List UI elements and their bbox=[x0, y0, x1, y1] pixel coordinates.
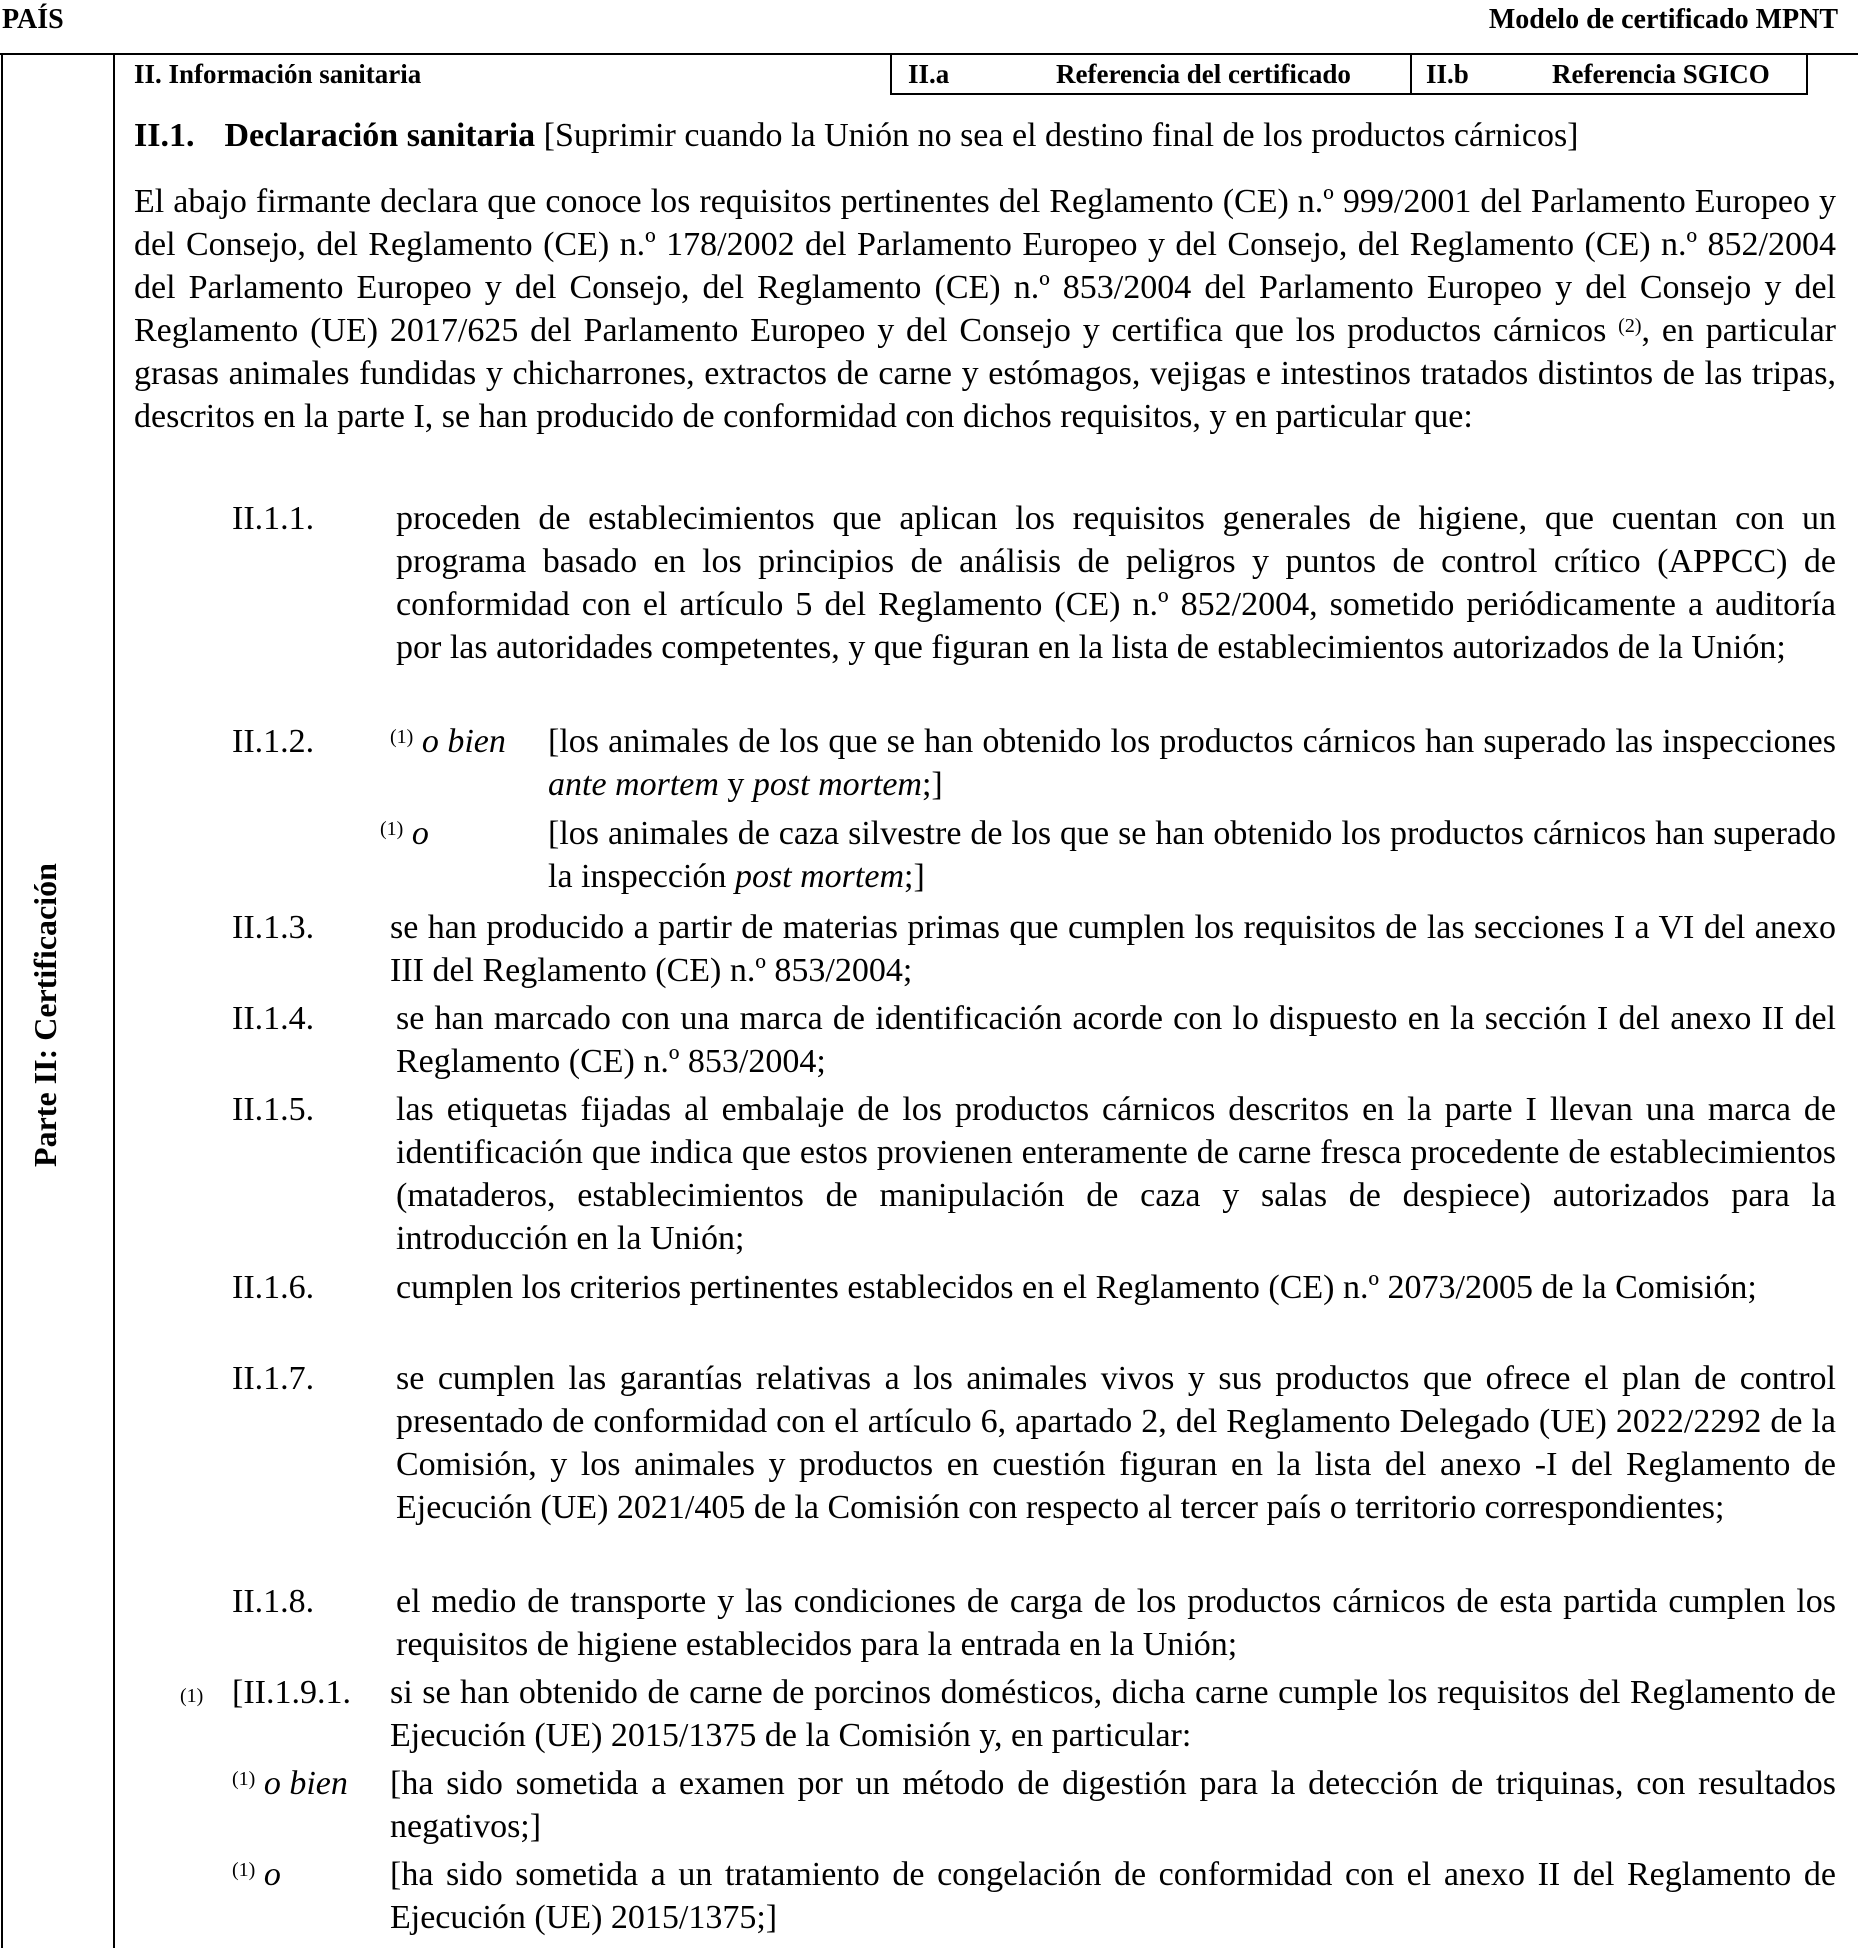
item-text: si se han obtenido de carne de porcinos domésticos, dicha carne cumple los requisitos del Reglamento de Ejecución (UE) 2015/1375 de la Comisión y, en particular: bbox=[390, 1674, 1836, 1754]
item-text: el medio de transporte y las condiciones de carga de los productos cárnicos de esta partida cumplen los requisitos de higiene establecidos para la entrada en la Unión; bbox=[396, 1583, 1836, 1663]
item-text: proceden de establecimientos que aplican los requisitos generales de higiene, que cuentan con un programa basado en los principios de análisis de peligros y puntos de control crítico (APPCC) de conformidad con el artículo 5 del Reglamento (CE) n.º 852/2004, sometido periódicamente a auditoría por las autoridades competentes, y que figuran en la lista de establecimientos autorizados de la Unión; bbox=[396, 500, 1836, 666]
ref-b-code: II.b bbox=[1426, 59, 1469, 89]
intro-text-1: El abajo firmante declara que conoce los requisitos pertinentes del Reglamento (CE) n.º 999/2001 del Parlamento Europeo y del Consejo, del Reglamento (CE) n.º 178/2002 del Parlamento Europeo y del Consejo, del Reglamento (CE) n.º 852/2004 del Parlamento Europeo y del Consejo, del Reglamento (CE) n.º 853/2004 del Parlamento Europeo y del Consejo y del Reglamento (UE) 2017/625 del Parlamento Europeo y del Consejo y certifica que los productos cárnicos bbox=[134, 183, 1836, 349]
item-number: II.1.2. bbox=[232, 723, 315, 760]
ref-b-label: Referencia SGICO bbox=[1552, 59, 1770, 89]
ref-a-code: II.a bbox=[908, 59, 950, 89]
reference-table bbox=[114, 55, 1858, 93]
sgico-reference-box bbox=[1410, 55, 1808, 95]
section-label: II. Información sanitaria bbox=[134, 59, 422, 89]
item-number: II.1.7. bbox=[232, 1360, 315, 1397]
ref-a-label: Referencia del certificado bbox=[1056, 59, 1351, 89]
item-number: II.1.3. bbox=[232, 909, 315, 946]
option-text: [ha sido sometida a examen por un método de digestión para la detección de triquinas, con resultados negativos;] bbox=[390, 1765, 1836, 1845]
section-number: II.1. bbox=[134, 117, 195, 154]
option-label: $^{(1)}$ o bien bbox=[390, 723, 506, 760]
section-heading bbox=[134, 114, 1836, 157]
model-header: Modelo de certificado MPNT bbox=[1488, 4, 1838, 35]
intro-text-2: , en particular grasas animales fundidas y chicharrones, extractos de carne y estómagos, vejigas e intestinos tratados distintos de las tripas, descritos en la parte I, se han producido de conformidad con dichos requisitos, y en particular que: bbox=[134, 312, 1836, 435]
item-text: se han producido a partir de materias primas que cumplen los requisitos de las secciones I a VI del anexo III del Reglamento (CE) n.º 853/2004; bbox=[390, 909, 1836, 989]
option-text: [ha sido sometida a un tratamiento de congelación de conformidad con el anexo II del Reglamento de Ejecución (UE) 2015/1375;] bbox=[390, 1856, 1836, 1936]
country-header: PAÍS bbox=[2, 4, 64, 35]
section-note: [Suprimir cuando la Unión no sea el destino final de los productos cárnicos] bbox=[535, 117, 1579, 154]
option-text: [los animales de caza silvestre de los que se han obtenido los productos cárnicos han superado la inspección post mortem;] bbox=[548, 815, 1836, 895]
item-number: II.1.1. bbox=[232, 500, 315, 537]
option-label: $^{(1)}$ o bbox=[232, 1856, 281, 1893]
option-label: $^{(1)}$ o bbox=[380, 815, 429, 852]
item-number: II.1.4. bbox=[232, 1000, 315, 1037]
item-text: cumplen los criterios pertinentes establecidos en el Reglamento (CE) n.º 2073/2005 de la Comisión; bbox=[396, 1269, 1757, 1306]
item-number: II.1.5. bbox=[232, 1091, 315, 1128]
item-number: II.1.6. bbox=[232, 1269, 315, 1306]
option-label: $^{(1)}$ o bien bbox=[232, 1765, 348, 1802]
footnote-ref: (2) bbox=[1618, 315, 1642, 337]
intro-paragraph bbox=[134, 180, 1836, 438]
item-text: se cumplen las garantías relativas a los animales vivos y sus productos que ofrece el plan de control presentado de conformidad con el artículo 6, apartado 2, del Reglamento Delegado (UE) 2022/2292 de la Comisión, y los animales y productos en cuestión figuran en la lista del anexo -I del Reglamento de Ejecución (UE) 2021/405 de la Comisión con respecto al tercer país o territorio correspondientes; bbox=[396, 1360, 1836, 1526]
option-text: [los animales de los que se han obtenido los productos cárnicos han superado las inspecciones ante mortem y post mortem;] bbox=[548, 723, 1836, 803]
item-number: II.1.8. bbox=[232, 1583, 315, 1620]
item-text: las etiquetas fijadas al embalaje de los productos cárnicos descritos en la parte I llevan una marca de identificación que indica que estos provienen enteramente de carne fresca procedente de establecimientos (mataderos, establecimientos de manipulación de caza y salas de despiece) autorizados para la introducción en la Unión; bbox=[396, 1091, 1836, 1257]
item-number: [II.1.9.1. bbox=[232, 1674, 351, 1711]
item-text: se han marcado con una marca de identificación acorde con lo dispuesto en la sección I del anexo II del Reglamento (CE) n.º 853/2004; bbox=[396, 1000, 1836, 1080]
certificate-reference-box bbox=[890, 55, 1412, 95]
part-side-label: Parte II: Certificación bbox=[26, 863, 63, 1167]
footnote-ref: (1) bbox=[180, 1685, 204, 1707]
section-title: Declaración sanitaria bbox=[224, 117, 536, 154]
